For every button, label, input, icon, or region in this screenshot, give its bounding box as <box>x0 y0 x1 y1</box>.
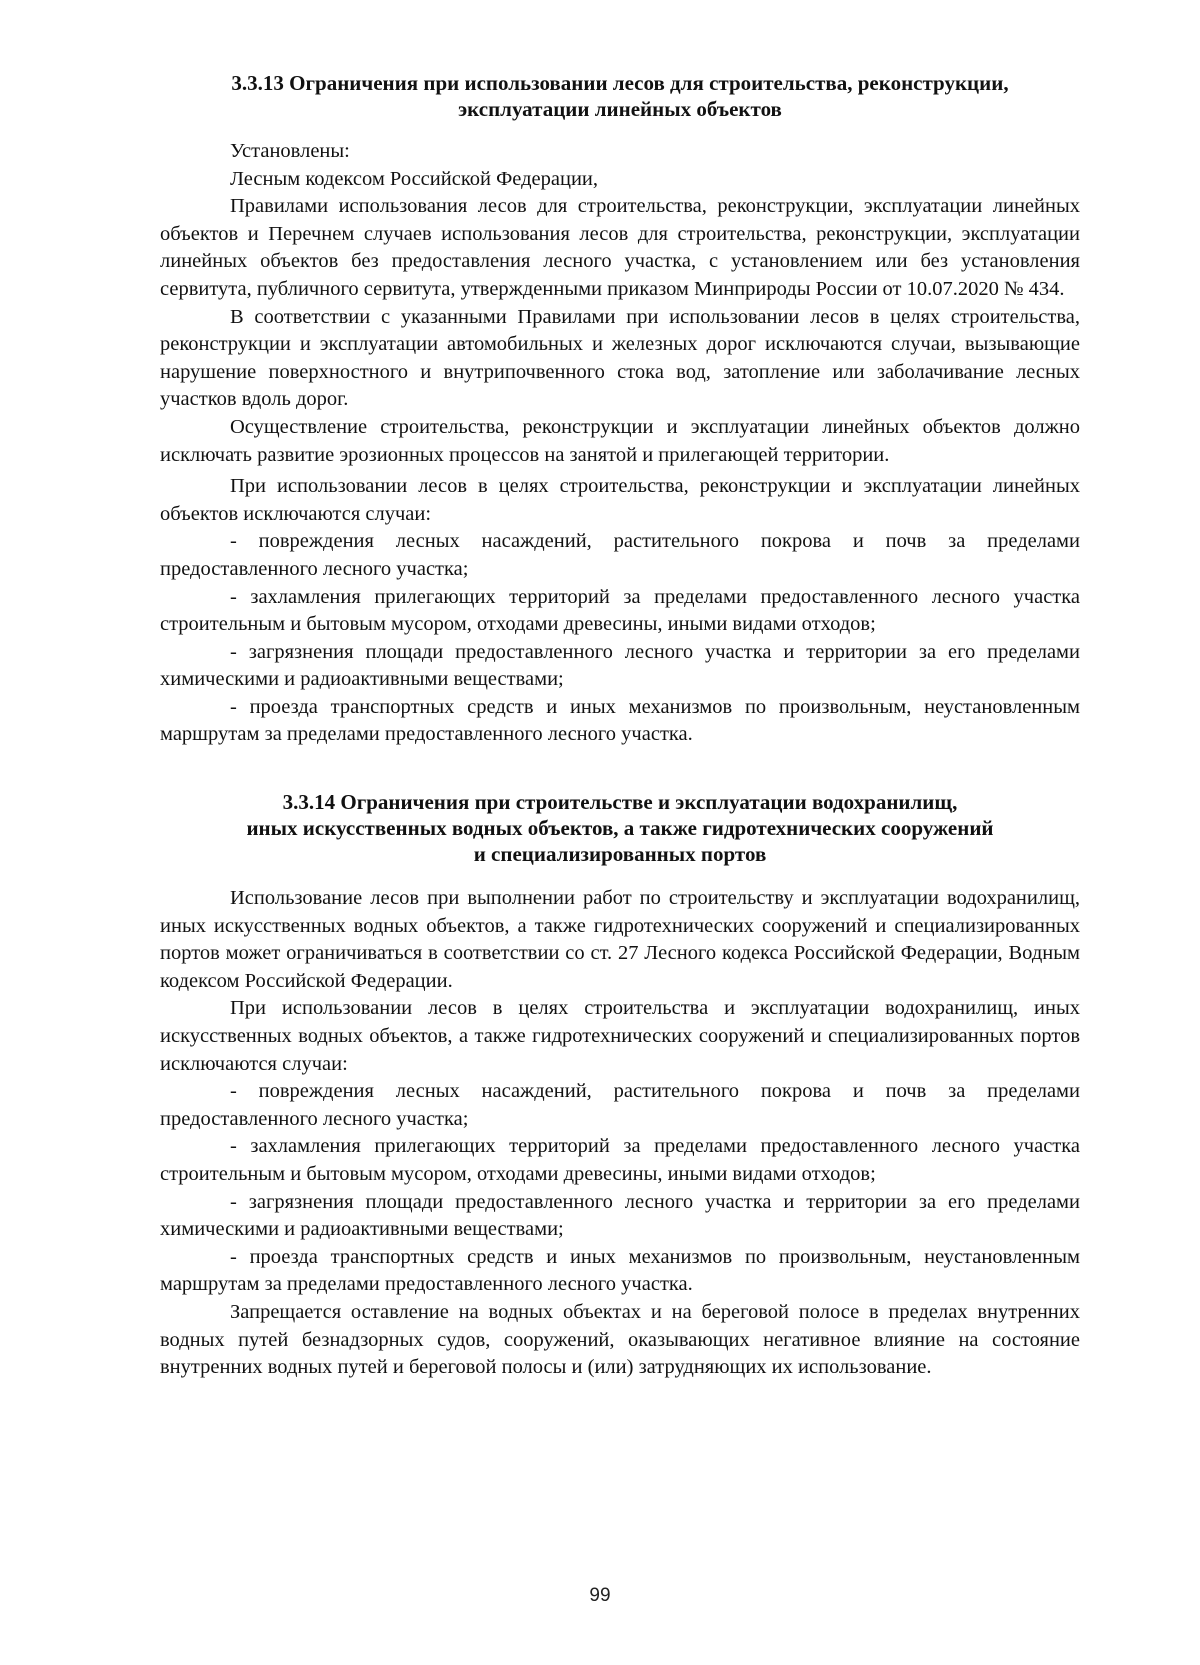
list-item: - проезда транспортных средств и иных механизмов по произвольным, неустановленным маршрутам за пределами предоставленного лесного участка. <box>160 695 1080 746</box>
section-heading-3-3-13 <box>160 70 1080 122</box>
page-number: 99 <box>589 1585 611 1606</box>
list-item: - повреждения лесных насаждений, растительного покрова и почв за пределами предоставленного лесного участка; <box>160 1080 1080 1130</box>
heading-line: 3.3.13 Ограничения при использовании лесов для строительства, реконструкции, <box>231 71 1009 95</box>
heading-line: и специализированных портов <box>473 842 767 867</box>
paragraph: В соответствии с указанными Правилами при использовании лесов в целях строительства, реконструкции и эксплуатации автомобильных и железных дорог исключаются случаи, вызывающие нарушение поверхностного и внутрипочвенного стока вод, затопление или заболачивание лесных участков вдоль дорог. <box>160 305 1080 411</box>
list-item: - загрязнения площади предоставленного лесного участка и территории за его пределами химическими и радиоактивными веществами; <box>160 640 1080 691</box>
paragraph: При использовании лесов в целях строительства и эксплуатации водохранилищ, иных искусственных водных объектов, а также гидротехнических сооружений и специализированных портов исключаются случаи: <box>160 997 1080 1075</box>
list-item: - захламления прилегающих территорий за пределами предоставленного лесного участка строительным и бытовым мусором, отходами древесины, иными видами отходов; <box>160 1135 1080 1185</box>
list-item: - проезда транспортных средств и иных механизмов по произвольным, неустановленным маршрутам за пределами предоставленного лесного участка. <box>160 1245 1080 1296</box>
paragraph: Осуществление строительства, реконструкции и эксплуатации линейных объектов должно исключать развитие эрозионных процессов на занятой и прилегающей территории. <box>160 415 1080 466</box>
list-item: - загрязнения площади предоставленного лесного участка и территории за его пределами химическими и радиоактивными веществами; <box>160 1190 1080 1241</box>
paragraph: Установлены: <box>230 140 350 162</box>
list-item: - повреждения лесных насаждений, растительного покрова и почв за пределами предоставленного лесного участка; <box>160 530 1080 580</box>
heading-line: иных искусственных водных объектов, а также гидротехнических сооружений <box>246 816 994 841</box>
document-page <box>160 70 1080 1382</box>
paragraph: Запрещается оставление на водных объектах и на береговой полосе в пределах внутренних водных путей безнадзорных судов, сооружений, оказывающих негативное влияние на состояние внутренних водных путей и береговой полосы и (или) затрудняющих их использование. <box>160 1300 1080 1379</box>
paragraph: При использовании лесов в целях строительства, реконструкции и эксплуатации линейных объектов исключаются случаи: <box>160 475 1080 525</box>
heading-line: 3.3.14 Ограничения при строительстве и эксплуатации водохранилищ, <box>282 790 958 815</box>
section-heading-3-3-14 <box>160 789 1080 867</box>
list-item: - захламления прилегающих территорий за пределами предоставленного лесного участка строительным и бытовым мусором, отходами древесины, иными видами отходов; <box>160 585 1080 636</box>
paragraph: Правилами использования лесов для строительства, реконструкции, эксплуатации линейных объектов и Перечнем случаев использования лесов для строительства, реконструкции, эксплуатации линейных объектов без предоставления лесного участка, с установлением или без установления сервитута, публичного сервитута, утвержденными приказом Минприроды России от 10.07.2020 № 434. <box>160 195 1080 300</box>
heading-line: эксплуатации линейных объектов <box>458 97 782 121</box>
paragraph: Лесным кодексом Российской Федерации, <box>230 167 599 190</box>
paragraph: Использование лесов при выполнении работ по строительству и эксплуатации водохранилищ, иных искусственных водных объектов, а также гидротехнических сооружений и специализированных портов может ограничиваться в соответствии со ст. 27 Лесного кодекса Российской Федерации, Водным кодексом Российской Федерации. <box>160 887 1080 992</box>
